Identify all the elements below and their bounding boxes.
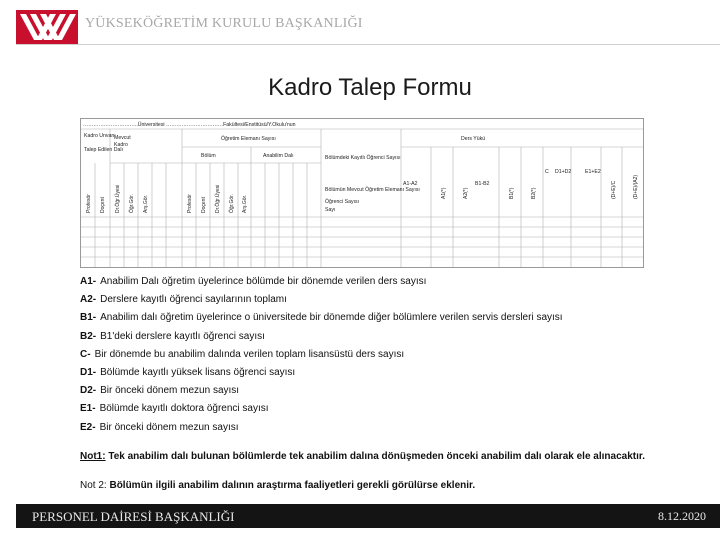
legend-code: A2- xyxy=(80,294,97,306)
form-col-ogrenci: Öğrenci Sayısı xyxy=(325,199,360,205)
form-col-ogretim: Öğretim Elemanı Sayısı xyxy=(221,136,276,142)
yok-logo-icon xyxy=(16,10,78,44)
form-col-bolum-mevcut: Bölümün Mevcut Öğretim Elemanı Sayısı xyxy=(325,187,420,193)
legend-text: B1'deki derslere kayıtlı öğrenci sayısı xyxy=(100,330,265,342)
legend-code: D2- xyxy=(80,385,97,397)
form-col-arsgor: Arş.Gör. xyxy=(143,194,149,213)
form-col-doc2: Doçent xyxy=(201,197,207,213)
header-divider xyxy=(16,44,720,45)
note-1-text: Tek anabilim dalı bulunan bölümlerde tek anabilim dalına dönüşmeden önceki anabilim dalı olarak ele alınacaktır. xyxy=(108,451,645,462)
legend-code: A1- xyxy=(80,276,97,287)
form-col-anabilim: Anabilim Dalı xyxy=(263,153,294,159)
form-col-bolum-desc: Bölümdeki Kayıtlı Öğrenci Sayısı xyxy=(325,155,401,161)
kadro-form-table xyxy=(80,118,644,268)
page-title: Kadro Talep Formu xyxy=(268,74,472,101)
legend-item xyxy=(80,349,680,367)
legend-text: Anabilim Dalı öğretim üyelerince bölümde bir dönemde verilen ders sayısı xyxy=(100,276,427,287)
legend-code: C- xyxy=(80,348,91,360)
legend-text: Bir önceki dönem mezun sayısı xyxy=(100,385,240,397)
form-col-prof2: Profesör xyxy=(187,194,193,213)
form-col-ekd2: (D+E)/(A2) xyxy=(633,174,639,199)
footer-date: 8.12.2020 xyxy=(658,509,706,523)
form-col-ogrgor2: Öğr.Gör. xyxy=(229,194,235,213)
form-col-mevcut-sub: Kadro xyxy=(114,142,128,148)
note-2-text: Bölümün ilgili anabilim dalının araştırma faaliyetleri gerekli görülürse eklenir. xyxy=(109,480,476,491)
institution-name: YÜKSEKÖĞRETİM KURULU BAŞKANLIĞI xyxy=(85,16,363,31)
note-1-label: Not1: xyxy=(80,451,106,462)
legend-text: Anabilim dalı öğretim üyelerince o üniversitede bir dönemde diğer bölümlere verilen servis dersleri sayısı xyxy=(100,312,563,324)
note-2-label: Not 2: xyxy=(80,480,107,491)
legend-text: Bölümde kayıtlı doktora öğrenci sayısı xyxy=(99,403,269,415)
legend-item xyxy=(80,312,680,330)
form-col-sayi: Sayı xyxy=(325,207,336,213)
form-col-ogrgor: Öğr.Gör. xyxy=(129,194,135,213)
form-col-d1d2: D1+D2 xyxy=(555,169,572,175)
legend-item xyxy=(80,367,680,385)
form-col-arsgor2: Arş.Gör. xyxy=(242,194,248,213)
footer-bar xyxy=(16,504,720,528)
legend-item xyxy=(80,403,680,421)
note-2 xyxy=(80,480,660,491)
form-col-ders: Ders Yükü xyxy=(461,136,486,142)
form-col-bolum: Bölüm xyxy=(201,153,216,159)
form-col-kadro-sub: Talep Edilen Dalı xyxy=(84,147,123,153)
form-col-doc: Doçent xyxy=(100,197,106,213)
legend-text: Bir dönemde bu anabilim dalında verilen toplam lisansüstü ders sayısı xyxy=(94,348,405,360)
notes-section xyxy=(80,452,660,491)
legend-item xyxy=(80,385,680,403)
form-col-b1b2: B1-B2 xyxy=(475,181,490,187)
legend-text: Bölümde kayıtlı yüksek lisans öğrenci sayısı xyxy=(100,366,296,378)
legend-item xyxy=(80,276,680,294)
form-col-b1: B1(*) xyxy=(509,187,515,199)
form-col-kadro: Kadro Unvanı xyxy=(84,133,116,139)
form-col-b2: B2(*) xyxy=(531,187,537,199)
form-col-ekd: (D+E)/C xyxy=(611,180,617,199)
legend-item xyxy=(80,294,680,312)
form-col-yrd: Dr.Öğr.Üyesi xyxy=(115,184,121,213)
form-header-line: …………………………..Üniversitesi ……………………………Fakültesi/Enstitüsü/Y.Okulu'nun xyxy=(83,122,296,128)
form-col-a2: A2(*) xyxy=(463,187,469,199)
legend-code: B2- xyxy=(80,330,97,342)
legend-item xyxy=(80,422,680,440)
legend-code: E2- xyxy=(80,421,96,433)
footer-department: PERSONEL DAİRESİ BAŞKANLIĞI xyxy=(32,509,235,524)
note-1 xyxy=(80,452,660,476)
legend-text: Derslere kayıtlı öğrenci sayılarının toplamı xyxy=(100,294,287,306)
legend-code: B1- xyxy=(80,312,97,324)
form-col-yrd2: Dr.Öğr.Üyesi xyxy=(215,184,221,213)
form-col-prof: Profesör xyxy=(86,194,92,213)
form-col-mevcut: Mevcut xyxy=(114,135,131,141)
legend-code: D1- xyxy=(80,366,97,378)
legend-code: E1- xyxy=(80,403,96,415)
legend-list xyxy=(80,276,680,440)
form-col-a1: A1(*) xyxy=(441,187,447,199)
legend-text: Bir önceki dönem mezun sayısı xyxy=(99,421,239,433)
form-col-a1a2: A1-A2 xyxy=(403,181,418,187)
form-col-e1e2: E1+E2 xyxy=(585,169,601,175)
legend-item xyxy=(80,331,680,349)
form-col-c: C xyxy=(545,169,549,175)
